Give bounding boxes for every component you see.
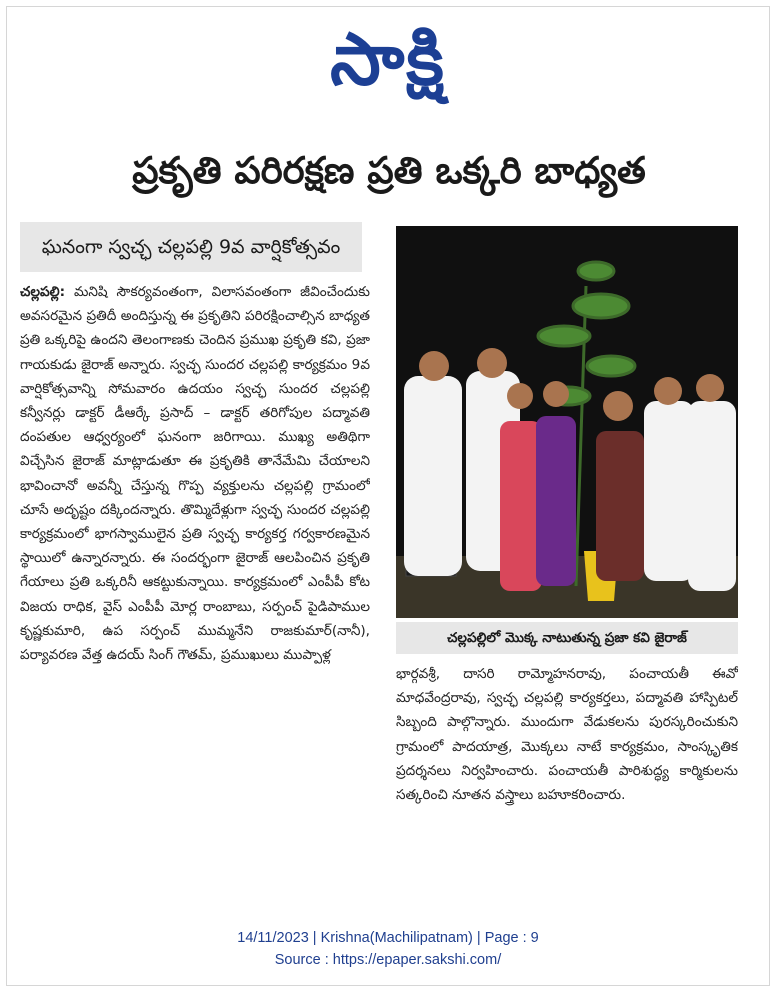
article-body-left-text: మనిషి సౌకర్యవంతంగా, విలాసవంతంగా జీవించేందుకు అవసరమైన ప్రతిదీ అందిస్తున్న ఈ ప్రకృతిని పరిరక్షించాల్సిన బాధ్యత ప్రతి ఒక్కరిపై ఉందని తెలంగాణకు చెందిన ప్రముఖ ప్రకృతి కవి, ప్రజా గాయకుడు జైరాజ్ అన్నారు. స్వచ్ఛ సుందర చల్లపల్లి కార్యక్రమం 9వ వార్షికోత్సవాన్ని సోమవారం ఉదయం స్వచ్ఛ సుందర చల్లపల్లి కన్వీనర్లు డాక్టర్ డీఆర్కే ప్రసాద్ – డాక్టర్ తరిగోపుల పద్మావతి దంపతుల ఆధ్వర్యంలో ఘనంగా జరిగాయి. ముఖ్య అతిథిగా విచ్చేసిన జైరాజ్ మాట్లాడుతూ ఈ ప్రకృతికి తానేమేమి చేయాలని భావించానో అవన్నీ చేస్తున్న గొప్ప వ్యక్తులను చల్లపల్లి గ్రామంలో చూసే అదృష్టం దక్కిందన్నారు. తొమ్మిదేళ్లుగా స్వచ్ఛ సుందర చల్లపల్లి కార్యక్రమంలో భాగస్వాములైన ప్రతి స్వచ్ఛ కార్యకర్త గర్వకారణమైన స్థాయిలో ఉన్నారన్నారు. ఈ సందర్భంగా జైరాజ్ ఆలపించిన ప్రకృతి గేయాలు ప్రతి ఒక్కరినీ ఆకట్టుకున్నాయి. కార్యక్రమంలో ఎంపీపీ కోట విజయ రాధిక, వైస్ ఎంపీపీ మోర్ల రాంబాబు, సర్పంచ్ పైడిపాముల కృష్ణకుమారి, ఉప సర్పంచ్ ముమ్మనేని రాజకుమార్(నానీ), పర్యావరణ వేత్త ఉదయ్ సింగ్ గౌతమ్, ప్రముఖులు ముప్పాళ్ల	[20, 284, 370, 664]
edition-info: 14/11/2023 | Krishna(Machilipatnam) | Page : 9	[237, 930, 539, 946]
photo-caption: చల్లపల్లిలో మొక్క నాటుతున్న ప్రజా కవి జైరాజ్	[396, 622, 738, 654]
article-dateline: చల్లపల్లి:	[20, 284, 66, 300]
article-body-right	[396, 662, 738, 882]
article-photo	[396, 226, 738, 618]
article-headline: ప్రకృతి పరిరక్షణ ప్రతి ఒక్కరి బాధ్యత	[132, 149, 646, 192]
article-body-right-text: భార్గవశ్రీ, దాసరి రామ్మోహనరావు, పంచాయతీ ఈవో మాధవేంద్రరావు, స్వచ్ఛ చల్లపల్లి కార్యకర్తలు, పద్మావతి హాస్పిటల్ సిబ్బంది పాల్గొన్నారు. ముందుగా వేడుకలను పురస్కరించుకుని గ్రామంలో పాదయాత్ర, మొక్కలు నాటే కార్యక్రమం, సాంస్కృతిక ప్రదర్శనలు నిర్వహించారు. పంచాయతీ పారిశుద్ధ్య కార్మికులను సత్కరించి నూతన వస్త్రాలు బహూకరించారు.	[396, 666, 738, 804]
newspaper-logo: సాక్షి	[330, 17, 446, 101]
source-link[interactable]: Source : https://epaper.sakshi.com/	[274, 952, 502, 968]
article-body-left	[20, 280, 370, 880]
article-subheadline: ఘనంగా స్వచ్ఛ చల్లపల్లి 9వ వార్షికోత్సవం	[20, 222, 362, 272]
tree-planting-photo	[396, 226, 738, 618]
